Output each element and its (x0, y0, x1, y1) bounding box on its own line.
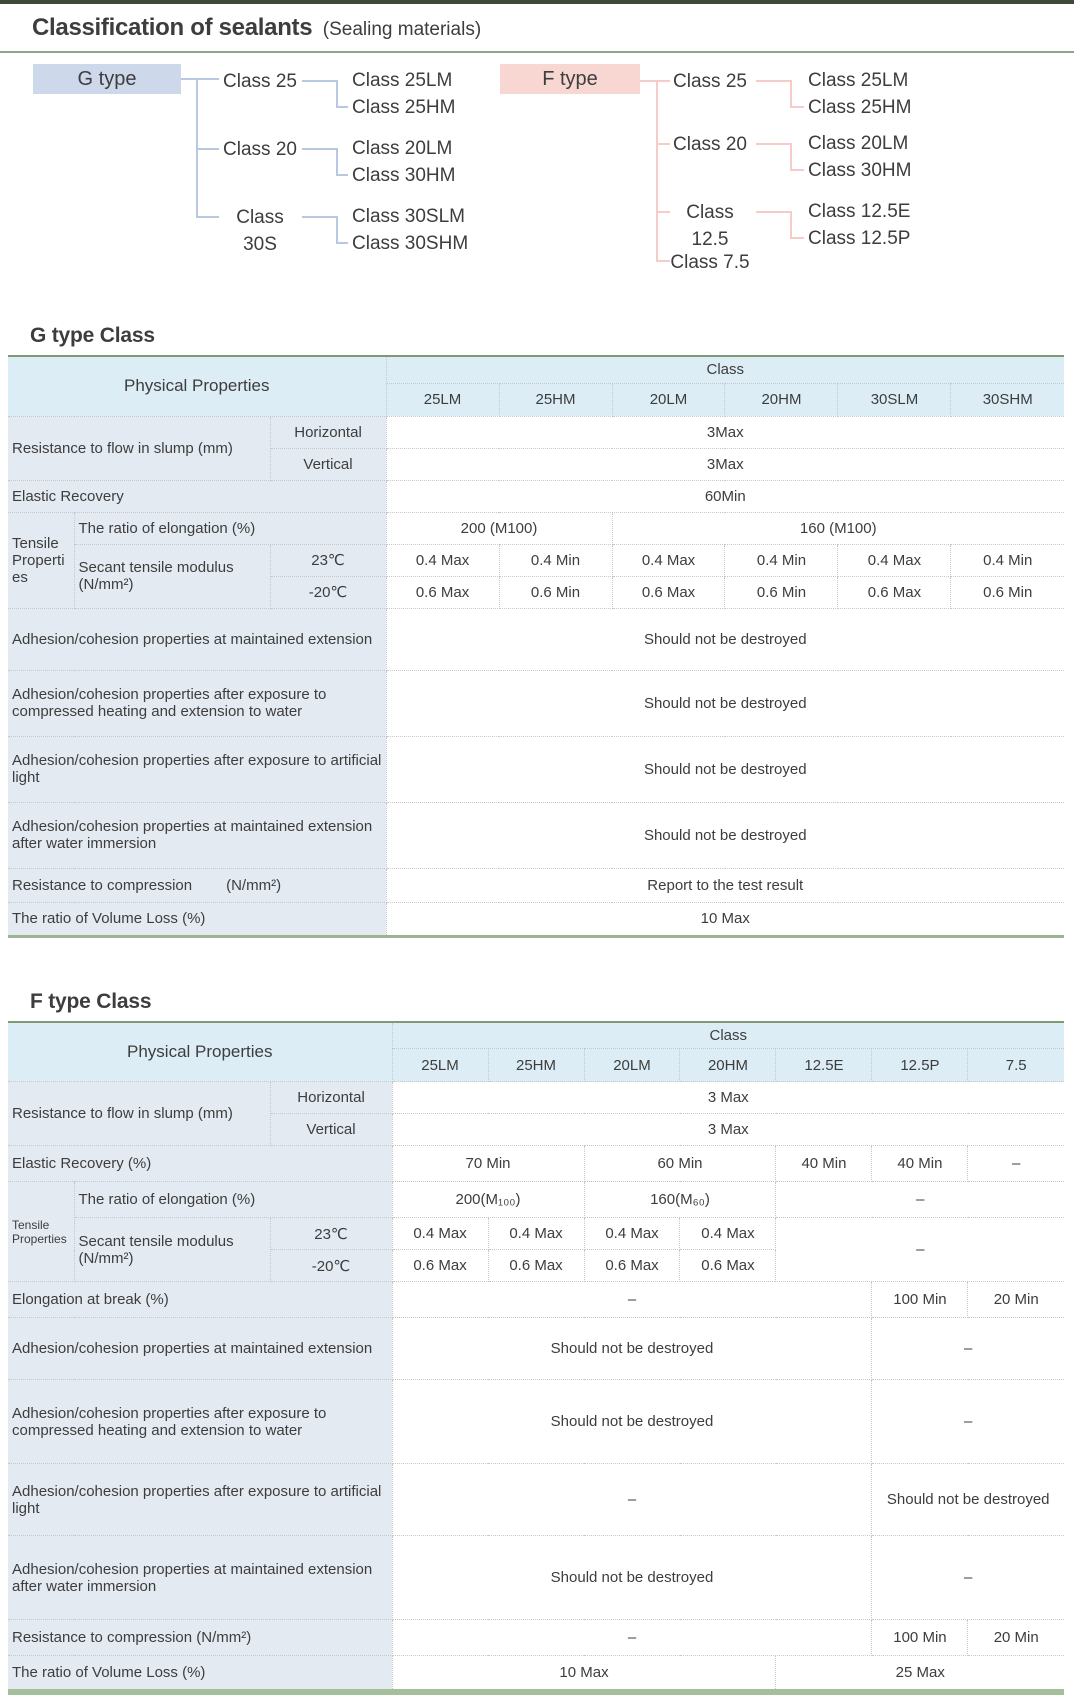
sub-label: 23℃ (270, 544, 386, 576)
value-cell: 0.4 Min (951, 544, 1064, 576)
connector-line (790, 237, 804, 239)
connector-line (336, 242, 348, 244)
value-cell: 20 Min (968, 1620, 1064, 1656)
branch-label: Class 25 (223, 71, 297, 92)
branch-label: Class 25 (673, 71, 747, 92)
g-type-section (0, 324, 1074, 938)
row-label: The ratio of elongation (%) (74, 512, 386, 544)
tensile-group-label: Tensile Properties (8, 512, 74, 608)
col-header: 20LM (584, 1049, 680, 1082)
leaf-label: Class 12.5P (808, 228, 911, 249)
connector-line (790, 169, 804, 171)
row-label: Resistance to compression (N/mm²) (8, 1620, 392, 1656)
value-cell: 0.4 Max (838, 544, 951, 576)
class-header: Class (392, 1022, 1064, 1049)
value-cell: 0.4 Max (392, 1218, 488, 1250)
physical-properties-header: Physical Properties (8, 1022, 392, 1082)
value-cell: 3 Max (392, 1082, 1064, 1114)
leaf-label: Class 25LM (808, 70, 909, 91)
value-cell: Should not be destroyed (872, 1464, 1064, 1536)
value-cell: 0.4 Max (386, 544, 499, 576)
col-header: 12.5P (872, 1049, 968, 1082)
value-cell: – (872, 1380, 1064, 1464)
value-cell: Should not be destroyed (392, 1380, 872, 1464)
row-label: Adhesion/cohesion properties at maintained extension (8, 1318, 392, 1380)
branch-label: Class 30S (236, 207, 284, 255)
row-label: Adhesion/cohesion properties at maintained extension after water immersion (8, 802, 386, 868)
value-cell: – (872, 1536, 1064, 1620)
row-label: Resistance to flow in slump (mm) (8, 1082, 270, 1146)
sub-label: -20℃ (270, 1250, 392, 1282)
value-cell: 20 Min (968, 1282, 1064, 1318)
value-cell: 0.6 Max (584, 1250, 680, 1282)
row-label (8, 868, 386, 902)
leaf-label: Class 25LM (352, 70, 453, 91)
connector-line (302, 216, 338, 218)
value-cell: – (392, 1282, 872, 1318)
value-cell: 160(M₆₀) (584, 1182, 776, 1218)
value-cell: 60Min (386, 480, 1064, 512)
row-label: Elastic Recovery (%) (8, 1146, 392, 1182)
value-cell: Should not be destroyed (392, 1536, 872, 1620)
col-header: 25HM (488, 1049, 584, 1082)
connector-line (302, 80, 338, 82)
row-label: Resistance to flow in slump (mm) (8, 416, 270, 480)
tensile-group-label: Tensile Properties (8, 1182, 74, 1282)
g-type-root: G type (33, 64, 181, 94)
value-cell: 200 (M100) (386, 512, 612, 544)
value-cell: 60 Min (584, 1146, 776, 1182)
col-header: 25LM (386, 383, 499, 416)
value-cell: 0.4 Min (499, 544, 612, 576)
row-label: Elongation at break (%) (8, 1282, 392, 1318)
physical-properties-header: Physical Properties (8, 356, 386, 416)
value-cell: Should not be destroyed (386, 608, 1064, 670)
branch-label: Class 20 (673, 134, 747, 155)
leaf-label: Class 20LM (808, 133, 909, 154)
leaf-label: Class 25HM (808, 97, 912, 118)
row-label: The ratio of Volume Loss (%) (8, 1656, 392, 1692)
connector-line (656, 80, 658, 262)
col-header: 25HM (499, 383, 612, 416)
sub-label: Vertical (270, 448, 386, 480)
value-cell: 0.4 Max (612, 544, 725, 576)
connector-line (196, 216, 219, 218)
row-label: Adhesion/cohesion properties after exposure to artificial light (8, 736, 386, 802)
value-cell: 100 Min (872, 1282, 968, 1318)
value-cell: Should not be destroyed (386, 736, 1064, 802)
value-cell: 10 Max (386, 902, 1064, 936)
row-label: Secant tensile modulus (N/mm²) (74, 544, 270, 608)
value-cell: – (392, 1620, 872, 1656)
value-cell: Should not be destroyed (386, 802, 1064, 868)
value-cell: 3Max (386, 416, 1064, 448)
f-class-table (8, 1021, 1064, 1695)
title-bar (0, 0, 1074, 53)
sub-label: Vertical (270, 1114, 392, 1146)
value-cell: Should not be destroyed (386, 670, 1064, 736)
value-cell: 0.6 Max (392, 1250, 488, 1282)
value-cell: – (872, 1318, 1064, 1380)
leaf-label: Class 12.5E (808, 201, 911, 222)
value-cell: 160 (M100) (612, 512, 1064, 544)
connector-line (756, 143, 792, 145)
value-cell: 0.6 Min (499, 576, 612, 608)
connector-line (756, 80, 792, 82)
f-type-root: F type (500, 64, 640, 94)
connector-line (336, 106, 348, 108)
value-cell: – (776, 1182, 1064, 1218)
compression-label: Resistance to compression (12, 876, 193, 894)
row-label: Elastic Recovery (8, 480, 386, 512)
connector-line (336, 148, 338, 176)
value-cell: – (392, 1464, 872, 1536)
classification-tree (0, 53, 1074, 308)
value-cell: 3 Max (392, 1114, 1064, 1146)
leaf-label: Class 20LM (352, 138, 453, 159)
page-title-suffix: (Sealing materials) (322, 19, 482, 40)
connector-line (790, 143, 792, 171)
row-label: Secant tensile modulus (N/mm²) (74, 1218, 270, 1282)
g-section-title: G type Class (30, 324, 155, 347)
value-cell: 0.4 Min (725, 544, 838, 576)
value-cell: 0.6 Max (386, 576, 499, 608)
row-label: The ratio of Volume Loss (%) (8, 902, 386, 936)
connector-line (302, 148, 338, 150)
col-header: 25LM (392, 1049, 488, 1082)
leaf-label: Class 30SLM (352, 206, 465, 227)
f-section-title: F type Class (30, 989, 152, 1013)
col-header: 20LM (612, 383, 725, 416)
value-cell: 100 Min (872, 1620, 968, 1656)
sub-label: -20℃ (270, 576, 386, 608)
leaf-label: Class 30SHM (352, 233, 469, 254)
connector-line (790, 106, 804, 108)
row-label: Adhesion/cohesion properties after exposure to compressed heating and extension to water (8, 670, 386, 736)
value-cell: 40 Min (872, 1146, 968, 1182)
branch-label: Class 7.5 (670, 252, 750, 273)
col-header: 20HM (680, 1049, 776, 1082)
connector-line (790, 80, 792, 108)
leaf-label: Class 30HM (352, 165, 456, 186)
value-cell: 0.6 Max (680, 1250, 776, 1282)
value-cell: 0.4 Max (680, 1218, 776, 1250)
value-cell: 0.6 Min (951, 576, 1064, 608)
value-cell: Should not be destroyed (392, 1318, 872, 1380)
connector-line (336, 174, 348, 176)
connector-line (181, 78, 219, 80)
g-class-table (8, 355, 1064, 938)
value-cell: 40 Min (776, 1146, 872, 1182)
col-header: 7.5 (968, 1049, 1064, 1082)
page-title: Classification of sealants (32, 14, 313, 41)
value-cell: 0.4 Max (584, 1218, 680, 1250)
value-cell: 70 Min (392, 1146, 584, 1182)
col-header: 30SLM (838, 383, 951, 416)
col-header: 12.5E (776, 1049, 872, 1082)
value-cell: Report to the test result (386, 868, 1064, 902)
value-cell: 0.6 Max (488, 1250, 584, 1282)
connector-line (336, 80, 338, 108)
row-label: Adhesion/cohesion properties at maintained extension (8, 608, 386, 670)
class-header: Class (386, 356, 1064, 383)
value-cell: 0.6 Min (725, 576, 838, 608)
value-cell: 25 Max (776, 1656, 1064, 1692)
connector-line (756, 211, 792, 213)
compression-unit: (N/mm²) (226, 876, 282, 894)
row-label: Adhesion/cohesion properties at maintained extension after water immersion (8, 1536, 392, 1620)
value-cell: 200(M₁₀₀) (392, 1182, 584, 1218)
row-label: Adhesion/cohesion properties after exposure to compressed heating and extension to water (8, 1380, 392, 1464)
branch-label: Class 12.5 (686, 202, 734, 250)
connector-line (336, 216, 338, 244)
row-label: The ratio of elongation (%) (74, 1182, 392, 1218)
value-cell: 0.6 Max (612, 576, 725, 608)
value-cell: – (776, 1218, 1064, 1282)
value-cell: 0.6 Max (838, 576, 951, 608)
connector-line (790, 211, 792, 239)
row-label: Adhesion/cohesion properties after exposure to artificial light (8, 1464, 392, 1536)
connector-line (196, 148, 219, 150)
value-cell: – (968, 1146, 1064, 1182)
leaf-label: Class 25HM (352, 97, 456, 118)
connector-line (640, 80, 670, 82)
leaf-label: Class 30HM (808, 160, 912, 181)
value-cell: 3Max (386, 448, 1064, 480)
value-cell: 0.4 Max (488, 1218, 584, 1250)
col-header: 30SHM (951, 383, 1064, 416)
value-cell: 10 Max (392, 1656, 776, 1692)
branch-label: Class 20 (223, 139, 297, 160)
sub-label: Horizontal (270, 1082, 392, 1114)
col-header: 20HM (725, 383, 838, 416)
sub-label: Horizontal (270, 416, 386, 448)
f-type-section (0, 990, 1074, 1695)
sub-label: 23℃ (270, 1218, 392, 1250)
